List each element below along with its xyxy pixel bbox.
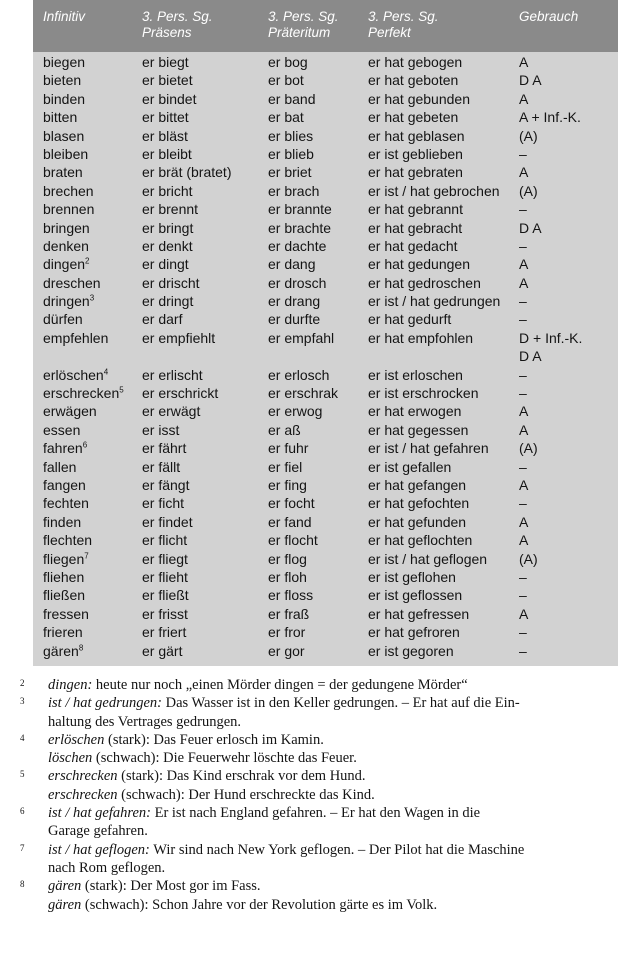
table-row [33,255,618,273]
cell-praesens: er erlischt [142,366,203,383]
cell-praesens: er empfiehlt [142,329,216,346]
cell-praesens: er flieht [142,568,188,585]
cell-infinitiv: denken [43,237,89,254]
cell-praesens: er isst [142,421,180,438]
table-row [33,458,618,476]
table-row [33,237,618,255]
footnote-line [48,822,600,840]
cell-praesens: er frisst [142,605,188,622]
cell-infinitiv: finden [43,513,82,530]
cell-infinitiv: fechten [43,495,89,512]
cell-perfekt: er ist erschrocken [368,385,479,402]
cell-praesens: er bittet [142,109,189,126]
cell-gebrauch: – [519,385,527,402]
cell-praeteritum: er blies [268,127,314,144]
cell-gebrauch: – [519,642,527,659]
footnote-line [48,713,600,731]
table-row [33,642,618,660]
cell-infinitiv: brechen [43,182,94,199]
cell-perfekt: er ist / hat geflogen [368,550,488,567]
cell-infinitiv: fahren$^6$ [43,440,88,457]
cell-praeteritum: er brach [268,182,320,199]
cell-praesens: er bringt [142,219,194,236]
cell-gebrauch: – [519,201,527,218]
cell-perfekt: er hat gefunden [368,513,467,530]
cell-praeteritum: er band [268,90,316,107]
cell-perfekt: er hat geflochten [368,532,473,549]
cell-infinitiv: bitten [43,109,78,126]
footnote-line [48,804,600,822]
footnote-line [48,896,600,914]
footnote-ref: 3 [89,293,95,303]
table-row [33,108,618,126]
cell-gebrauch: A + Inf.-K. [519,109,581,126]
footnote-text: (stark): Das Feuer erlosch im Kamin. [104,731,324,748]
cell-praesens: er dingt [142,256,189,273]
cell-gebrauch: (A) [519,440,538,457]
cell-gebrauch: (A) [519,127,538,144]
table-row [33,310,618,328]
cell-gebrauch: – [519,495,527,512]
cell-infinitiv: binden [43,90,86,107]
cell-praesens: er darf [142,311,183,328]
cell-praeteritum: er fing [268,477,307,493]
cell-infinitiv: dingen$^2$ [43,256,90,273]
cell-praeteritum: er durfte [268,311,321,328]
cell-perfekt: er hat gebrannt [368,201,463,218]
cell-praeteritum: er flog [268,550,307,567]
table-row [33,366,618,384]
footnote-number: 6 [20,806,25,817]
cell-infinitiv: essen [43,421,81,438]
table-row [33,439,618,457]
footnote-number: 5 [20,769,25,780]
cell-gebrauch: – [519,587,527,604]
cell-perfekt: er hat gefroren [368,624,460,641]
cell-infinitiv: empfehlen [43,329,109,346]
cell-praeteritum: er brannte [268,201,332,218]
cell-gebrauch: D + Inf.-K. D A [519,329,583,365]
cell-perfekt: er ist / hat gefahren [368,440,489,457]
footnote-number: 8 [20,879,25,890]
footnote-line [48,841,600,859]
table-row [33,71,618,89]
table-row [33,53,618,71]
cell-infinitiv: bringen [43,219,90,236]
cell-perfekt: er hat gefangen [368,477,467,493]
cell-praeteritum: er fror [268,624,306,641]
cell-perfekt: er ist erloschen [368,366,463,383]
footnote-line [48,676,600,694]
header-praeteritum: 3. Pers. Sg. Präteritum [268,9,339,40]
footnote [20,877,600,914]
footnote-term: ist / hat geflogen: [48,841,150,858]
footnotes [20,676,600,914]
cell-praesens: er erwägt [142,403,201,420]
cell-infinitiv: flechten [43,532,93,549]
cell-infinitiv: fliegen$^7$ [43,550,89,567]
cell-praesens: er bleibt [142,145,192,162]
cell-praeteritum: er fuhr [268,440,309,457]
footnote-line [48,694,600,712]
table-row [33,605,618,623]
cell-praesens: er erschrickt [142,385,219,402]
footnote-term: dingen: [48,677,93,693]
cell-praeteritum: er erwog [268,403,323,420]
footnote-line [48,877,600,895]
cell-praesens: er fliegt [142,550,188,567]
header-praesens: 3. Pers. Sg. Präsens [142,9,213,40]
footnote [20,804,600,841]
cell-perfekt: er ist geblieben [368,145,463,162]
cell-praeteritum: er focht [268,495,315,512]
footnote [20,767,600,804]
footnote-text: (stark): Das Kind erschrak vor dem Hund. [117,768,366,785]
footnote-text: heute nur noch „einen Mörder dingen = der gedungene Mörder“ [92,677,468,693]
cell-praeteritum: er briet [268,164,312,181]
cell-infinitiv: erschrecken$^5$ [43,385,124,402]
footnote-text: Das Wasser ist in den Keller gedrungen. – Er hat auf die Ein- [161,695,520,712]
cell-praesens: er friert [142,624,187,641]
table-row [33,513,618,531]
cell-gebrauch: A [519,421,529,438]
header-gebrauch: Gebrauch [519,9,579,24]
cell-perfekt: er hat gedungen [368,256,470,273]
footnote-ref: 4 [103,367,109,376]
verb-table [33,0,618,666]
cell-infinitiv: fliehen [43,568,85,585]
cell-gebrauch: (A) [519,550,538,567]
cell-gebrauch: – [519,458,527,475]
footnote [20,694,600,731]
cell-praesens: er brennt [142,201,199,218]
cell-praeteritum: er bot [268,72,304,89]
cell-infinitiv: bleiben [43,145,89,162]
cell-infinitiv: fließen [43,587,86,604]
cell-perfekt: er hat empfohlen [368,329,474,346]
footnote-text: Garage gefahren. [48,823,148,840]
table-row [33,200,618,218]
footnote-text: Wir sind nach New York geflogen. – Der Pilot hat die Maschine [149,841,525,858]
footnote-text: (schwach): Die Feuerwehr löschte das Feuer. [92,750,357,767]
cell-perfekt: er hat gedurft [368,311,452,328]
cell-gebrauch: – [519,237,527,254]
header-perfekt: 3. Pers. Sg. Perfekt [368,9,439,40]
table-row [33,402,618,420]
table-row [33,623,618,641]
cell-praeteritum: er empfahl [268,329,335,346]
cell-perfekt: er ist / hat gedrungen [368,293,501,310]
cell-praeteritum: er blieb [268,145,314,162]
cell-perfekt: er ist gefallen [368,458,452,475]
footnote-text: (schwach): Schon Jahre vor der Revolution gärte es im Volk. [81,896,438,913]
footnote-ref: 7 [84,550,89,560]
cell-perfekt: er hat erwogen [368,403,462,420]
footnote-text: (schwach): Der Hund erschreckte das Kind. [117,786,375,803]
cell-gebrauch: – [519,366,527,383]
footnote [20,841,600,878]
cell-perfekt: er hat geboten [368,72,459,89]
cell-praeteritum: er erlosch [268,366,330,383]
table-row [33,274,618,292]
cell-gebrauch: A [519,532,529,549]
table-row [33,292,618,310]
footnote-ref: 2 [85,256,90,266]
cell-gebrauch: – [519,311,527,328]
cell-perfekt: er hat gefressen [368,605,470,622]
cell-praeteritum: er floss [268,587,314,604]
cell-praesens: er fließt [142,587,189,604]
table-row [33,531,618,549]
cell-praeteritum: er flocht [268,532,318,549]
cell-gebrauch: A [519,403,529,420]
table-row [33,182,618,200]
cell-praeteritum: er aß [268,421,301,438]
cell-perfekt: er hat gebraten [368,164,463,181]
footnote-line [48,859,600,877]
table-row [33,145,618,163]
cell-gebrauch: A [519,256,529,273]
footnote-term: erlöschen [48,731,105,748]
cell-gebrauch: – [519,293,527,310]
cell-praesens: er bindet [142,90,197,107]
footnote-term: ist / hat gedrungen: [48,695,162,712]
cell-infinitiv: gären$^8$ [43,642,84,659]
cell-infinitiv: dürfen [43,311,83,328]
cell-gebrauch: A [519,513,529,530]
cell-infinitiv: dringen$^3$ [43,293,95,310]
footnote-text: (stark): Der Most gor im Fass. [81,878,261,895]
footnote-line [48,731,600,749]
table-row [33,163,618,181]
footnote [20,731,600,768]
cell-gebrauch: D A [519,219,542,236]
cell-gebrauch: D A [519,72,542,89]
table-row [33,494,618,512]
cell-infinitiv: bieten [43,72,82,89]
cell-perfekt: er ist / hat gebrochen [368,182,500,199]
footnote-term: löschen [48,750,93,767]
footnote-term: erschrecken [48,786,118,803]
footnote-ref: 6 [82,440,88,450]
cell-infinitiv: erlöschen$^4$ [43,366,109,383]
cell-praesens: er ficht [142,495,185,512]
footnote-number: 3 [20,696,25,707]
table-row [33,568,618,586]
footnote-line [48,786,600,804]
table-row [33,329,618,366]
cell-praeteritum: er bat [268,109,304,126]
cell-gebrauch: (A) [519,182,538,199]
cell-perfekt: er ist gegoren [368,642,454,659]
cell-infinitiv: biegen [43,54,86,70]
table-row [33,384,618,402]
footnote-term: ist / hat gefahren: [48,805,151,822]
table-row [33,219,618,237]
cell-gebrauch: – [519,568,527,585]
footnote-number: 2 [20,678,25,688]
table-body [33,53,618,660]
cell-perfekt: er hat gebunden [368,90,470,107]
footnote [20,676,600,694]
cell-infinitiv: dreschen [43,274,101,291]
cell-praesens: er flicht [142,532,188,549]
cell-perfekt: er hat gebracht [368,219,463,236]
cell-gebrauch: A [519,164,529,181]
cell-gebrauch: A [519,477,529,493]
cell-perfekt: er hat geblasen [368,127,465,144]
footnote-text: nach Rom geflogen. [48,859,166,876]
table-row [33,127,618,145]
cell-praesens: er bietet [142,72,193,89]
cell-praesens: er fährt [142,440,187,457]
cell-praeteritum: er floh [268,568,307,585]
cell-praesens: er fängt [142,477,190,493]
cell-infinitiv: braten [43,164,83,181]
cell-praesens: er brät (bratet) [142,164,232,181]
cell-praesens: er findet [142,513,193,530]
cell-praeteritum: er fraß [268,605,310,622]
cell-perfekt: er hat gebeten [368,109,459,126]
cell-praesens: er drischt [142,274,200,291]
cell-gebrauch: – [519,624,527,641]
cell-perfekt: er ist geflossen [368,587,463,604]
cell-praeteritum: er bog [268,54,308,70]
footnote-ref: 8 [78,642,84,652]
cell-perfekt: er ist geflohen [368,568,456,585]
cell-infinitiv: brennen [43,201,95,218]
table-row [33,550,618,568]
cell-praesens: er bricht [142,182,193,199]
cell-praesens: er gärt [142,642,183,659]
cell-praeteritum: er fand [268,513,312,530]
footnote-text: haltung des Vertrages gedrungen. [48,713,242,730]
cell-infinitiv: fangen [43,477,86,493]
footnote-number: 4 [20,732,25,743]
cell-gebrauch: A [519,605,529,622]
cell-praeteritum: er erschrak [268,385,339,402]
footnote-text: Er ist nach England gefahren. – Er hat den Wagen in die [150,805,481,822]
cell-gebrauch: A [519,274,529,291]
footnote-term: erschrecken [48,768,118,785]
cell-perfekt: er hat gedacht [368,237,458,254]
table-row [33,476,618,494]
cell-praeteritum: er brachte [268,219,332,236]
cell-praeteritum: er dang [268,256,316,273]
cell-infinitiv: fressen [43,605,89,622]
cell-praesens: er denkt [142,237,193,254]
cell-praesens: er fällt [142,458,181,475]
cell-infinitiv: frieren [43,624,83,641]
footnote-line [48,767,600,785]
cell-perfekt: er hat gedroschen [368,274,481,291]
cell-infinitiv: fallen [43,458,77,475]
footnote-line [48,749,600,767]
cell-praeteritum: er fiel [268,458,303,475]
footnote-term: gären [48,878,82,895]
cell-perfekt: er hat gefochten [368,495,470,512]
table-row [33,421,618,439]
cell-praeteritum: er dachte [268,237,327,254]
cell-praeteritum: er gor [268,642,305,659]
footnote-term: gären [48,896,82,913]
cell-gebrauch: – [519,145,527,162]
footnote-ref: 5 [119,385,124,395]
cell-infinitiv: erwägen [43,403,97,420]
cell-praeteritum: er drang [268,293,321,310]
footnote-number: 7 [20,842,25,853]
table-row [33,90,618,108]
header-infinitiv: Infinitiv [43,9,86,24]
cell-praesens: er bläst [142,127,188,144]
cell-perfekt: er hat gebogen [368,54,463,70]
cell-praeteritum: er drosch [268,274,327,291]
cell-praesens: er biegt [142,54,189,70]
cell-praesens: er dringt [142,293,194,310]
cell-gebrauch: A [519,54,529,70]
table-row [33,586,618,604]
table-header [33,0,618,52]
cell-gebrauch: A [519,90,529,107]
cell-infinitiv: blasen [43,127,85,144]
cell-perfekt: er hat gegessen [368,421,469,438]
